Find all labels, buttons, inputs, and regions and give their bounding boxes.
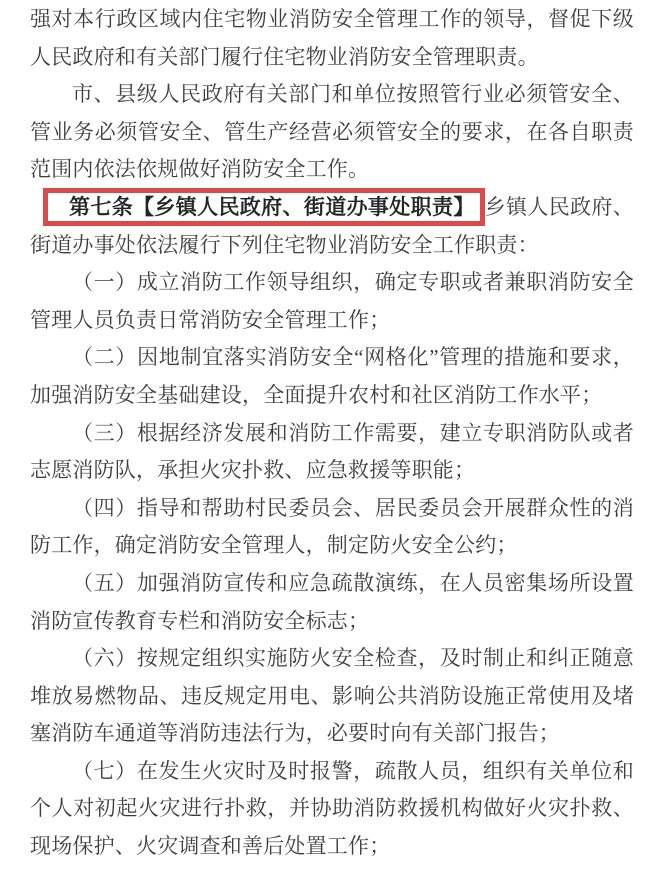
paragraph-item-2: （二）因地制宜落实消防安全“网格化”管理的措施和要求，加强消防安全基础建设，全面提升农村和社区消防工作水平； — [30, 345, 634, 407]
paragraph-item-1: （一）成立消防工作领导组织，确定专职或者兼职消防安全管理人员负责日常消防安全管理工作； — [30, 270, 634, 332]
paragraph-item-6: （六）按规定组织实施防火安全检查，及时制止和纠正随意堆放易燃物品、违反规定用电、影响公共消防设施正常使用及堵塞消防车通道等消防违法行为，必要时向有关部门报告； — [30, 646, 634, 746]
article-seven-trailing-text: 乡镇人民政府、街道办事处依法履行下列住宅物业消防安全工作职责： — [30, 194, 634, 257]
paragraph-item-4: （四）指导和帮助村民委员会、居民委员会开展群众性的消防工作，确定消防安全管理人，制定防火安全公约； — [30, 495, 634, 558]
paragraph-item-5: （五）加强消防宣传和应急疏散演练，在人员密集场所设置消防宣传教育专栏和消防安全标志； — [30, 570, 634, 633]
paragraph-city-county-duties: 市、县级人民政府有关部门和单位按照管行业必须管安全、管业务必须管安全、管生产经营必须管安全的要求，在各自职责范围内依法依规做好消防安全工作。 — [30, 82, 634, 182]
paragraph-item-3: （三）根据经济发展和消防工作需要，建立专职消防队或者志愿消防队，承担火灾扑救、应急救援等职能； — [30, 420, 634, 483]
article-seven-heading: 第七条【乡镇人民政府、街道办事处职责】 — [69, 194, 475, 219]
paragraph-item-7: （七）在发生火灾时及时报警，疏散人员，组织有关单位和个人对初起火灾进行扑救，并协助消防救援机构做好火灾扑救、现场保护、火灾调查和善后处置工作； — [30, 758, 634, 859]
paragraph-continuation: 强对本行政区域内住宅物业消防安全管理工作的领导，督促下级人民政府和有关部门履行住宅物业消防安全管理职责。 — [30, 7, 634, 69]
red-highlight-box — [43, 188, 485, 226]
paragraph-article-seven — [30, 189, 634, 264]
